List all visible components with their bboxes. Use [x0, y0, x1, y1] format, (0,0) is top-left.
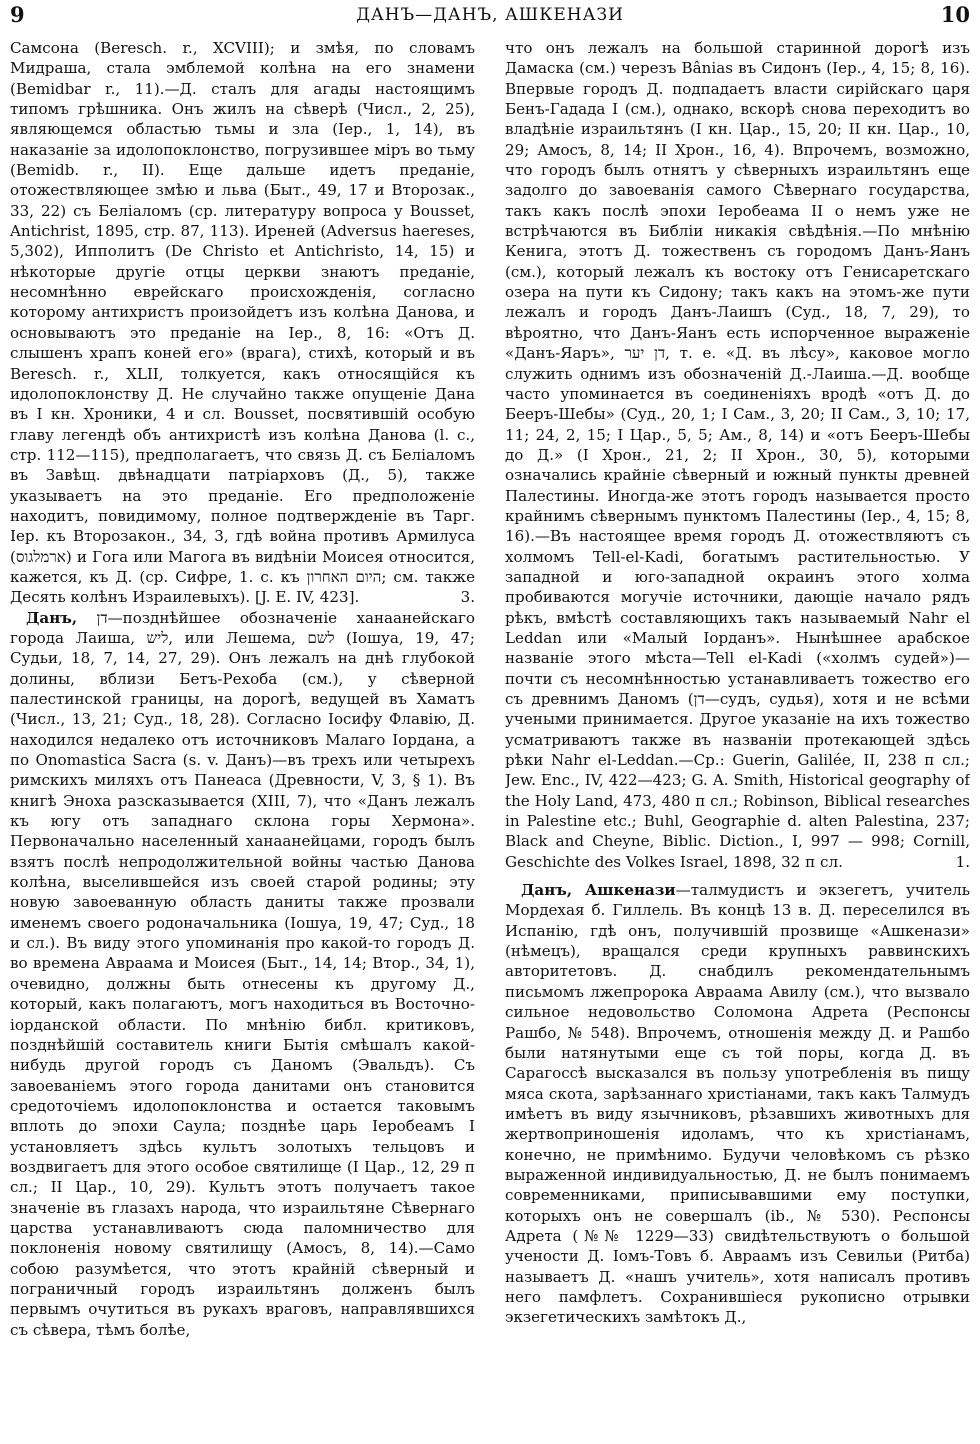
page-number-right: 10 [940, 2, 970, 27]
article-dan-city-continuation [505, 38, 970, 872]
page-number-left: 9 [10, 2, 25, 27]
entry-spacer [505, 872, 970, 880]
running-title: ДАНЪ—ДАНЪ, АШКЕНАЗИ [356, 5, 624, 25]
page-header [0, 0, 980, 30]
article-text: —талмудистъ и экзегетъ, учитель Мордехая б. Гиллель. Въ концѣ 13 в. Д. переселился въ Испанію, гдѣ онъ, получившій прозвище «Ашкенази» (нѣмецъ), вращался среди крупныхъ раввинскихъ авторитетовъ. Д. снабдилъ рекомендательнымъ письмомъ лжепророка Авраама Авилу (см.), что вызвало сильное недовольство Соломона Адрета (Респонсы Рашбо, № 548). Впрочемъ, отношенія между Д. и Рашбо были натянутыми еще съ той поры, когда Д. въ Сарагоссѣ высказался въ пользу употребленія въ пищу мяса скота, зарѣзаннаго христіанами, такъ какъ Талмудъ имѣетъ въ виду язычниковъ, рѣзавшихъ животныхъ для жертвоприношенія идоламъ, что къ христіанамъ, конечно, не примѣнимо. Будучи человѣкомъ съ рѣзко выраженной индивидуальностью, Д. не былъ понимаемъ современниками, приписывавшими ему поступки, которыхъ онъ не совершалъ (ib., № 530). Респонсы Адрета (№№ 1229—33) свидѣтельствуютъ о большой учености Д. Іомъ-Товъ б. Авраамъ изъ Севильи (Ритба) называетъ Д. «нашъ учитель», хотя написалъ противъ него памфлетъ. Сохранившіеся рукописно отрывки экзегетическихъ замѣтокъ Д., [505, 881, 970, 1327]
article-text: דן—позднѣйшее обозначеніе ханаанейскаго города Лаиша, ליש, или Лешема, לשם (Іошуа, 19, 47; Судьи, 18, 7, 14, 27, 29). Онъ лежалъ на днѣ глубокой долины, вблизи Бетъ-Рехоба (см.), у сѣверной палестинской границы, на дорогѣ, ведущей въ Хаматъ (Числ., 13, 21; Суд., 18, 28). Согласно Іосифу Флавію, Д. находился недалеко отъ источниковъ Малаго Іордана, а по Onomastica Sacra (s. v. Данъ)—въ трехъ или четырехъ римскихъ миляхъ отъ Панеаса (Древности, V, 3, § 1). Въ книгѣ Эноха разсказывается (XIII, 7), что «Данъ лежалъ къ югу отъ западнаго склона горы Хермона». Первоначально населенный ханаанейцами, городъ былъ взятъ послѣ непродолжительной войны частью Данова колѣна, выселившейся изъ своей старой родины; эту новую завоеванную область даниты также прозвали именемъ своего родоначальника (Іошуа, 19, 47; Суд., 18 и сл.). Въ виду этого упоминанія про какой-то городъ Д. во времена Авраама и Моисея (Быт., 14, 14; Втор., 34, 1), очевидно, должны быть отнесены къ другому Д., который, какъ полагаютъ, могъ находиться въ Восточно-іорданской области. По мнѣнію библ. критиковъ, позднѣйшій составитель книги Бытія смѣшалъ какой-нибудь другой городъ съ Даномъ (Эвальдъ). Съ завоеваніемъ этого города данитами онъ становится средоточіемъ идолопоклонства и остается таковымъ вплоть до эпохи Саула; позднѣе царь Іеробеамъ I установляетъ здѣсь культъ золотыхъ тельцовъ и воздвигаетъ для этого особое святилище (I Цар., 12, 29 п сл.; II Цар., 10, 29). Культъ этотъ получаетъ такое значеніе въ глазахъ народа, что израильтяне Сѣвернаго царства устанавливаютъ сюда паломничество для поклоненія новому святилищу (Амосъ, 8, 14).—Само собою разумѣется, что этотъ крайній сѣверный и пограничный городъ израильтянъ долженъ былъ первымъ очутиться въ рукахъ враговъ, направлявшихся съ сѣвера, тѣмъ болѣе, [10, 608, 475, 1339]
entry-headword: Данъ, [26, 608, 78, 627]
article-text: что онъ лежалъ на большой старинной дорогѣ изъ Дамаска (см.) черезъ Bânias въ Сидонъ (Іер., 4, 15; 8, 16). Впервые городъ Д. подпадаетъ власти сирійскаго царя Бенъ-Гадада I (см.), однако, вскорѣ снова переходитъ во владѣніе израильтянъ (I кн. Цар., 15, 20; II кн. Цар., 10, 29; Амосъ, 8, 14; II Хрон., 16, 4). Впрочемъ, возможно, что городъ былъ отнятъ у сѣверныхъ израильтянъ еще задолго до завоеванія самого Сѣвернаго государства, такъ какъ послѣ эпохи Іеробеама II о немъ уже не встрѣчаются въ Библіи никакія свѣдѣнія.—По мнѣнію Кенига, этотъ Д. тожественъ съ городомъ Данъ-Яанъ (см.), который лежалъ къ востоку отъ Генисаретскаго озера на пути къ Сидону; такъ какъ на этомъ-же пути лежалъ и городъ Данъ-Лаишъ (Суд., 18, 7, 29), то вѣроятно, что Данъ-Яанъ есть испорченное выраженіе «Данъ-Яаръ», דן יער, т. е. «Д. въ лѣсу», каковое могло служить однимъ изъ обозначеній Д.-Лаиша.—Д. вообще часто упоминается въ соединеніяхъ вродѣ «отъ Д. до Бееръ-Шебы» (Суд., 20, 1; I Сам., 3, 20; II Сам., 3, 10; 17, 11; 24, 2, 15; I Цар., 5, 5; Ам., 8, 14) и «отъ Бееръ-Шебы до Д.» (I Хрон., 21, 2; II Хрон., 30, 5), которыми означались крайніе сѣверный и южный пункты древней Палестины. Иногда-же этотъ городъ называется просто крайнимъ сѣвернымъ пунктомъ Палестины (Іер., 4, 15; 8, 16).—Въ настоящее время городъ Д. отожествляютъ съ холмомъ Tell-el-Kadi, богатымъ растительностью. У западной и юго-западной окраинъ этого холма пробиваются могучіе источники, дающіе начало рядъ рѣкъ, вмѣстѣ составляющихъ такъ называемый Nahr el Leddan или «Малый Іорданъ». Нынѣшнее арабское названіе этого мѣста—Tell el-Kadi («холмъ судей»)—почти съ несомнѣнностью устанавливаетъ тожество его съ древнимъ Даномъ (דן—судъ, судья), хотя и не всѣми учеными принимается. Другое указаніе на ихъ тожество усматриваютъ также въ названіи протекающей здѣсь рѣки Nahr el-Leddan.—Cp.: Guerin, Galilée, II, 238 п сл.; Jew. Enc., IV, 422—423; G. A. Smith, Historical geography of the Holy Land, 473, 480 п сл.; Robinson, Biblical researches in Palestine etc.; Buhl, Geographie d. alten Palestina, 237; Black and Cheyne, Biblic. Diction., I, 997 — 998; Cornill, Geschichte des Volkes Israel, 1898, 32 п сл. [505, 39, 970, 871]
article-text: Самсона (Beresch. r., XCVIII); и змѣя, по словамъ Мидраша, стала эмблемой колѣна на его знамени (Bemidbar r., 11).—Д. сталъ для агады настоящимъ типомъ грѣшника. Онъ жилъ на сѣверѣ (Числ., 2, 25), являющемся областью тьмы и зла (Іер., 1, 14), въ наказаніе за идолопоклонство, погрузившее міръ во тьму (Bemidb. r., II). Еще дальше идетъ преданіе, отожествляющее змѣю и льва (Быт., 49, 17 и Второзак., 33, 22) съ Беліаломъ (ср. литературу вопроса у Bousset, Antichrist, 1895, стр. 87, 113). Иреней (Adversus haereses, 5,302), Ипполитъ (De Christo et Antichristo, 14, 15) и нѣкоторые другіе отцы церкви знаютъ преданіе, несомнѣнно еврейскаго происхожденія, согласно которому антихристъ произойдетъ изъ колѣна Данова, и основываютъ это преданіе на Іер., 8, 16: «Отъ Д. слышенъ храпъ коней его» (врага), стихѣ, который и въ Beresch. r., XLII, толкуется, какъ относящійся къ идолопоклонству Д. Не случайно также опущеніе Дана въ I кн. Хроники, 4 и сл. Bousset, посвятившій особую главу легендѣ объ антихристѣ изъ колѣна Данова (l. c., стр. 112—115), предполагаетъ, что связь Д. съ Беліаломъ въ Завѣщ. двѣнадцати патріарховъ (Д., 5), также указываетъ на это преданіе. Его предположеніе находитъ, повидимому, полное подтвержденіе въ Тарг. Іер. къ Второзакон., 34, 3, гдѣ война противъ Армилуса (ארמלגוס) и Гога или Магога въ видѣніи Моисея относится, кажется, къ Д. (ср. Сифре, 1. с. къ היום האחרון; см. также Десять колѣнъ Израилевыхъ). [J. E. IV, 423]. [10, 39, 475, 607]
left-column [10, 38, 475, 1438]
article-dan-city [10, 608, 475, 1340]
author-signature: 3. [460, 588, 475, 607]
entry-headword: Данъ, Ашкенази [521, 881, 676, 900]
author-signature: 1. [955, 852, 970, 871]
article-dan-ashkenazi [505, 880, 970, 1328]
article-dan-continuation [10, 38, 475, 608]
right-column [505, 38, 970, 1438]
